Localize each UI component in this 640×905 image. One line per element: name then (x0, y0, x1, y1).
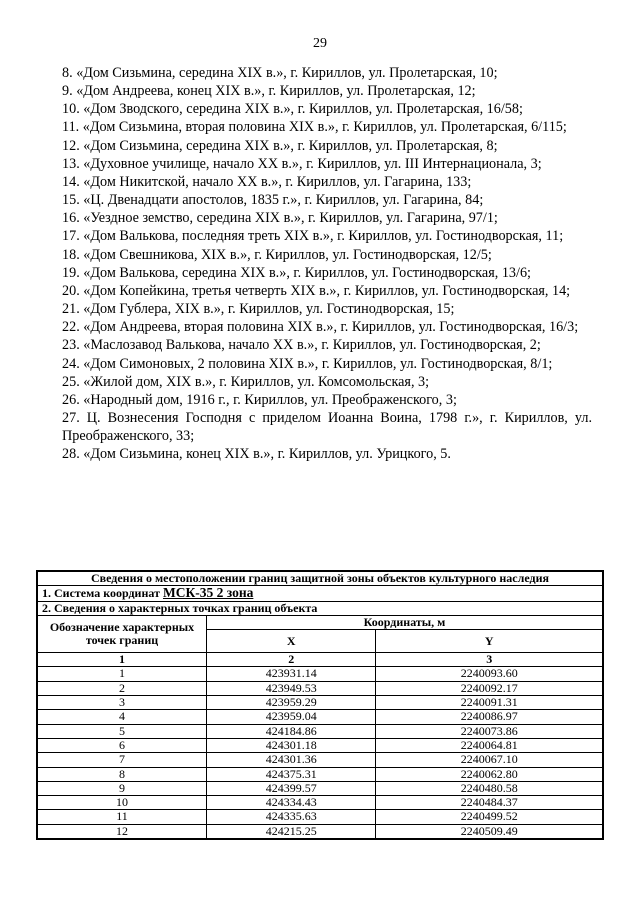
list-item: 28. «Дом Сизьмина, конец XIX в.», г. Кириллов, ул. Урицкого, 5. (62, 446, 451, 463)
x-coordinate-cell: 424184.86 (207, 724, 376, 738)
list-item: 27. Ц. Вознесения Господня с приделом Иоанна Воина, 1798 г.», г. Кириллов, ул. Преображенского, 33; (62, 409, 592, 445)
column-number: 1 (37, 653, 207, 667)
x-coordinate-cell: 424399.57 (207, 781, 376, 795)
point-cell: 10 (37, 796, 207, 810)
table-title: Сведения о местоположении границ защитной зоны объектов культурного наследия (37, 571, 603, 586)
point-cell: 2 (37, 681, 207, 695)
table-row (37, 753, 603, 767)
list-item: 23. «Маслозавод Валькова, начало XX в.», г. Кириллов, ул. Гостинодворская, 2; (62, 337, 541, 354)
point-cell: 7 (37, 753, 207, 767)
y-coordinate-cell: 2240509.49 (376, 824, 603, 839)
x-coordinate-cell: 424301.18 (207, 738, 376, 752)
list-item: 22. «Дом Андреева, вторая половина XIX в.», г. Кириллов, ул. Гостинодворская, 16/3; (62, 319, 579, 336)
y-coordinate-cell: 2240499.52 (376, 810, 603, 824)
x-coordinate-cell: 424215.25 (207, 824, 376, 839)
list-item: 11. «Дом Сизьмина, вторая половина XIX в.», г. Кириллов, ул. Пролетарская, 6/115; (62, 119, 567, 136)
list-item: 25. «Жилой дом, XIX в.», г. Кириллов, ул. Комсомольская, 3; (62, 373, 430, 390)
list-item: 16. «Уездное земство, середина XIX в.», г. Кириллов, ул. Гагарина, 97/1; (62, 210, 498, 227)
list-item: 26. «Народный дом, 1916 г., г. Кириллов, ул. Преображенского, 3; (62, 391, 457, 408)
table-row (37, 710, 603, 724)
list-item: 12. «Дом Сизьмина, середина XIX в.», г. Кириллов, ул. Пролетарская, 8; (62, 137, 498, 154)
point-cell: 1 (37, 667, 207, 681)
table-row (37, 667, 603, 681)
list-item: 9. «Дом Андреева, конец XIX в.», г. Кириллов, ул. Пролетарская, 12; (62, 83, 476, 100)
table-row (37, 738, 603, 752)
list-item: 14. «Дом Никитской, начало XX в.», г. Кириллов, ул. Гагарина, 133; (62, 173, 472, 190)
y-coordinate-cell: 2240073.86 (376, 724, 603, 738)
list-item: 15. «Ц. Двенадцати апостолов, 1835 г.», г. Кириллов, ул. Гагарина, 84; (62, 192, 484, 209)
x-coordinate-cell: 423949.53 (207, 681, 376, 695)
page-number: 29 (313, 36, 327, 51)
column-number: 3 (376, 653, 603, 667)
y-coordinate-cell: 2240067.10 (376, 753, 603, 767)
y-coordinate-cell: 2240062.80 (376, 767, 603, 781)
y-column-header: Y (376, 630, 603, 653)
point-cell: 9 (37, 781, 207, 795)
coordinate-system-label: 1. Система координат (42, 586, 160, 601)
table-row (37, 696, 603, 710)
point-cell: 8 (37, 767, 207, 781)
point-cell: 11 (37, 810, 207, 824)
x-coordinate-cell: 423959.29 (207, 696, 376, 710)
table-row (37, 796, 603, 810)
point-cell: 4 (37, 710, 207, 724)
list-item: 13. «Духовное училище, начало XX в.», г. Кириллов, ул. III Интернационала, 3; (62, 155, 542, 172)
point-cell: 3 (37, 696, 207, 710)
y-coordinate-cell: 2240484.37 (376, 796, 603, 810)
heritage-object-list (62, 64, 592, 463)
table-row (37, 810, 603, 824)
list-item: 19. «Дом Валькова, середина XIX в.», г. Кириллов, ул. Гостинодворская, 13/6; (62, 264, 531, 281)
list-item: 17. «Дом Валькова, последняя треть XIX в.», г. Кириллов, ул. Гостинодворская, 11; (62, 228, 564, 245)
y-coordinate-cell: 2240480.58 (376, 781, 603, 795)
x-coordinate-cell: 423931.14 (207, 667, 376, 681)
x-coordinate-cell: 424375.31 (207, 767, 376, 781)
list-item: 20. «Дом Копейкина, третья четверть XIX в.», г. Кириллов, ул. Гостинодворская, 14; (62, 282, 571, 299)
y-coordinate-cell: 2240086.97 (376, 710, 603, 724)
table-row (37, 824, 603, 839)
table-row (37, 767, 603, 781)
y-coordinate-cell: 2240064.81 (376, 738, 603, 752)
x-coordinate-cell: 424301.36 (207, 753, 376, 767)
y-coordinate-cell: 2240092.17 (376, 681, 603, 695)
x-coordinate-cell: 424335.63 (207, 810, 376, 824)
point-column-header: Обозначение характерных точек границ (37, 615, 207, 652)
x-coordinate-cell: 424334.43 (207, 796, 376, 810)
list-item: 24. «Дом Симоновых, 2 половина XIX в.», г. Кириллов, ул. Гостинодворская, 8/1; (62, 355, 553, 372)
list-item: 18. «Дом Свешникова, XIX в.», г. Кириллов, ул. Гостинодворская, 12/5; (62, 246, 492, 263)
point-cell: 6 (37, 738, 207, 752)
coordinates-column-header: Координаты, м (207, 615, 604, 629)
x-coordinate-cell: 423959.04 (207, 710, 376, 724)
coordinate-system-row (37, 586, 603, 601)
point-cell: 12 (37, 824, 207, 839)
list-item: 21. «Дом Гублера, XIX в.», г. Кириллов, ул. Гостинодворская, 15; (62, 301, 455, 318)
y-coordinate-cell: 2240093.60 (376, 667, 603, 681)
table-row (37, 724, 603, 738)
point-cell: 5 (37, 724, 207, 738)
x-column-header: X (207, 630, 376, 653)
column-number: 2 (207, 653, 376, 667)
list-item: 10. «Дом Зводского, середина XIX в.», г. Кириллов, ул. Пролетарская, 16/58; (62, 101, 523, 118)
coordinates-table (36, 570, 604, 840)
table-row (37, 681, 603, 695)
list-item: 8. «Дом Сизьмина, середина XIX в.», г. Кириллов, ул. Пролетарская, 10; (62, 65, 498, 81)
y-coordinate-cell: 2240091.31 (376, 696, 603, 710)
points-section-label: 2. Сведения о характерных точках границ объекта (37, 601, 603, 615)
coordinate-system-value: МСК-35 2 зона (162, 585, 254, 601)
table-row (37, 781, 603, 795)
